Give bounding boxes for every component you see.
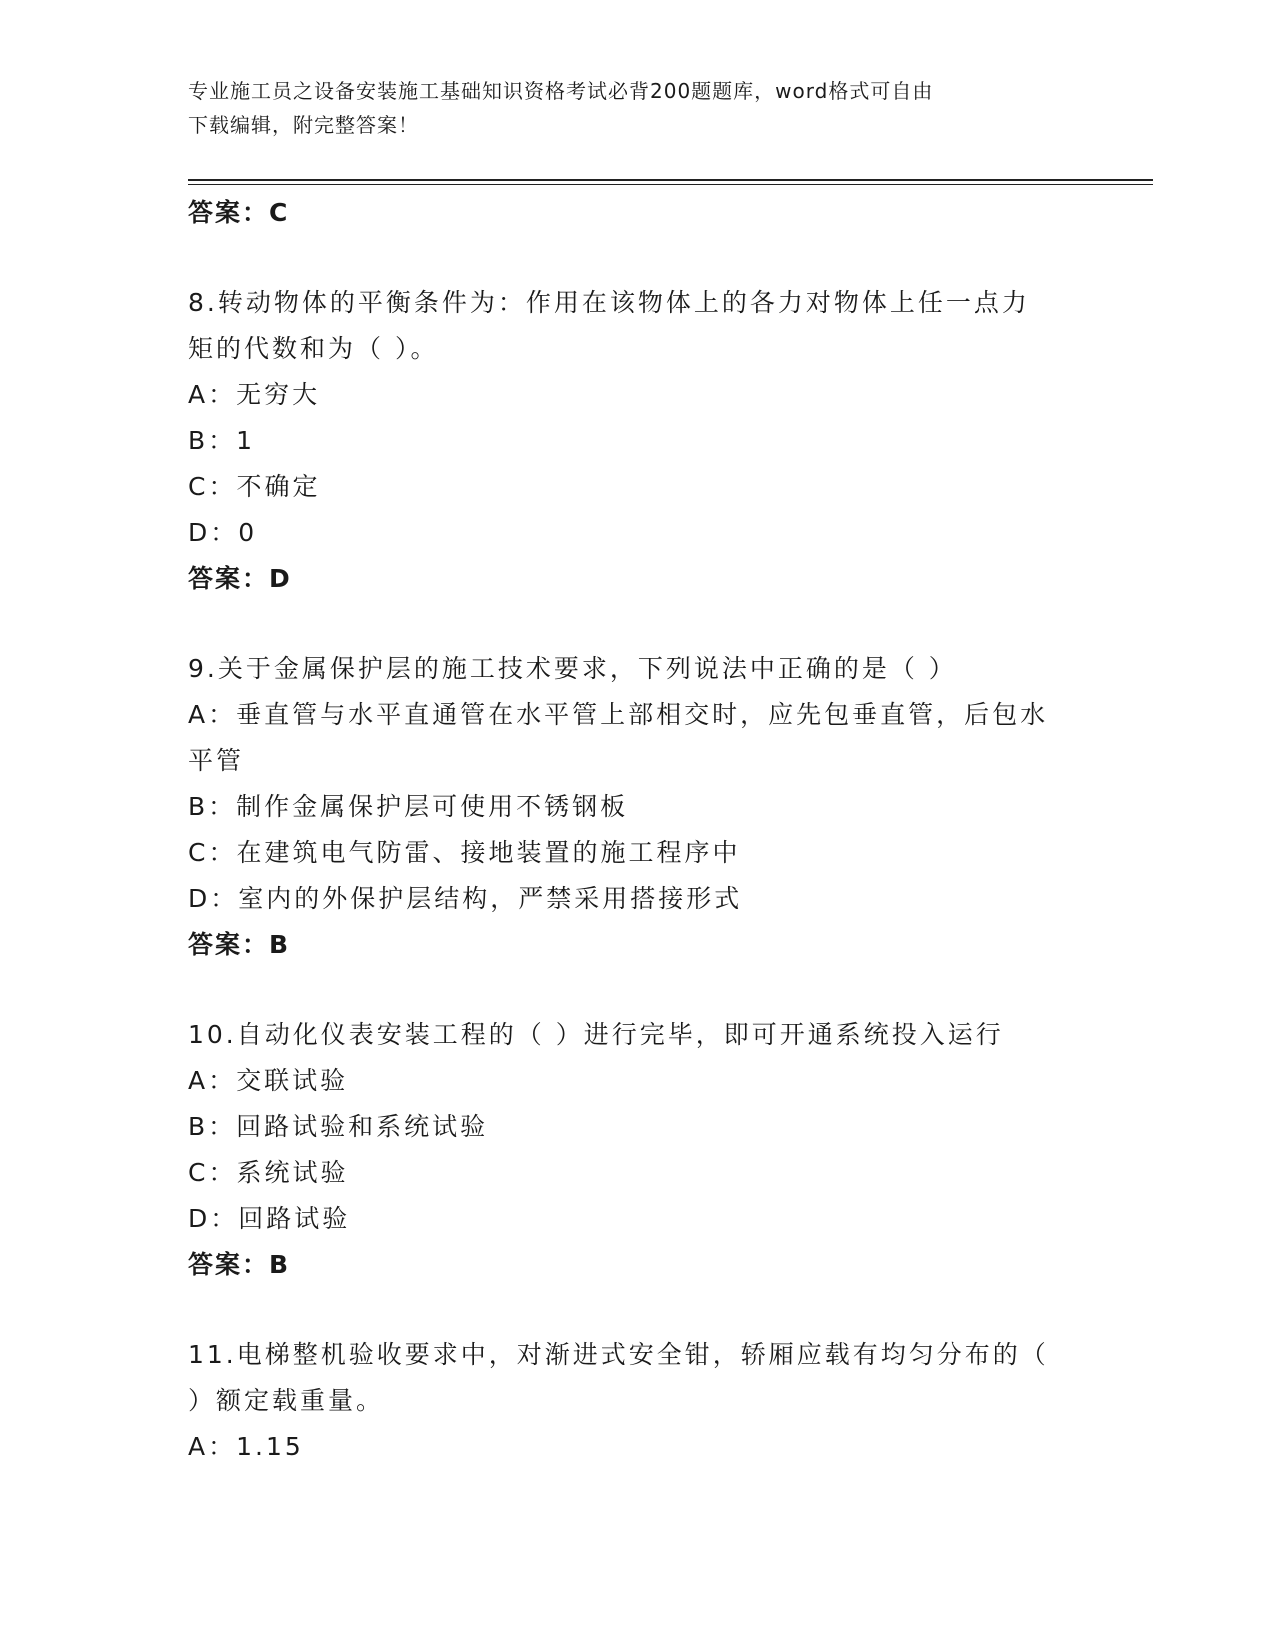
question-stem-line: 9.关于金属保护层的施工技术要求，下列说法中正确的是（ ）	[188, 654, 957, 683]
option-a: A：1.15	[188, 1432, 304, 1461]
question-8	[188, 280, 1078, 602]
option-c: C：在建筑电气防雷、接地装置的施工程序中	[188, 838, 741, 867]
option-b: B：制作金属保护层可使用不锈钢板	[188, 792, 629, 821]
option-d: D：室内的外保护层结构，严禁采用搭接形式	[188, 884, 743, 913]
option-d: D：回路试验	[188, 1204, 351, 1233]
answer: 答案：D	[188, 564, 292, 593]
option-c: C：不确定	[188, 472, 321, 501]
question-content	[188, 190, 1078, 1470]
header-divider-thick	[188, 179, 1153, 181]
spacer	[188, 968, 1078, 1012]
spacer	[188, 236, 1078, 280]
question-stem-line: ）额定载重量。	[188, 1386, 385, 1415]
spacer	[188, 1288, 1078, 1332]
question-stem-line: 8.转动物体的平衡条件为：作用在该物体上的各力对物体上任一点力	[188, 288, 1030, 317]
question-stem-line: 矩的代数和为（ ）。	[188, 334, 439, 363]
question-11	[188, 1332, 1078, 1470]
option-c: C：系统试验	[188, 1158, 349, 1187]
header-line-2: 下载编辑，附完整答案！	[188, 113, 419, 137]
answer: 答案：B	[188, 930, 291, 959]
option-a: A：交联试验	[188, 1066, 349, 1095]
option-a-continued: 平管	[188, 746, 245, 775]
answer-prev: 答案：C	[188, 198, 290, 227]
option-d: D：0	[188, 518, 258, 547]
header-line-1: 专业施工员之设备安装施工基础知识资格考试必背200题题库，word格式可自由	[188, 79, 934, 103]
spacer	[188, 602, 1078, 646]
answer: 答案：B	[188, 1250, 291, 1279]
document-header	[188, 74, 1068, 142]
question-stem-line: 10.自动化仪表安装工程的（ ）进行完毕，即可开通系统投入运行	[188, 1020, 1004, 1049]
question-9	[188, 646, 1078, 968]
option-a: A：垂直管与水平直通管在水平管上部相交时，应先包垂直管，后包水	[188, 700, 1049, 729]
option-b: B：1	[188, 426, 256, 455]
question-stem-line: 11.电梯整机验收要求中，对渐进式安全钳，轿厢应载有均匀分布的（	[188, 1340, 1049, 1369]
option-b: B：回路试验和系统试验	[188, 1112, 489, 1141]
option-a: A：无穷大	[188, 380, 321, 409]
question-10	[188, 1012, 1078, 1288]
header-divider-thin	[188, 184, 1153, 185]
